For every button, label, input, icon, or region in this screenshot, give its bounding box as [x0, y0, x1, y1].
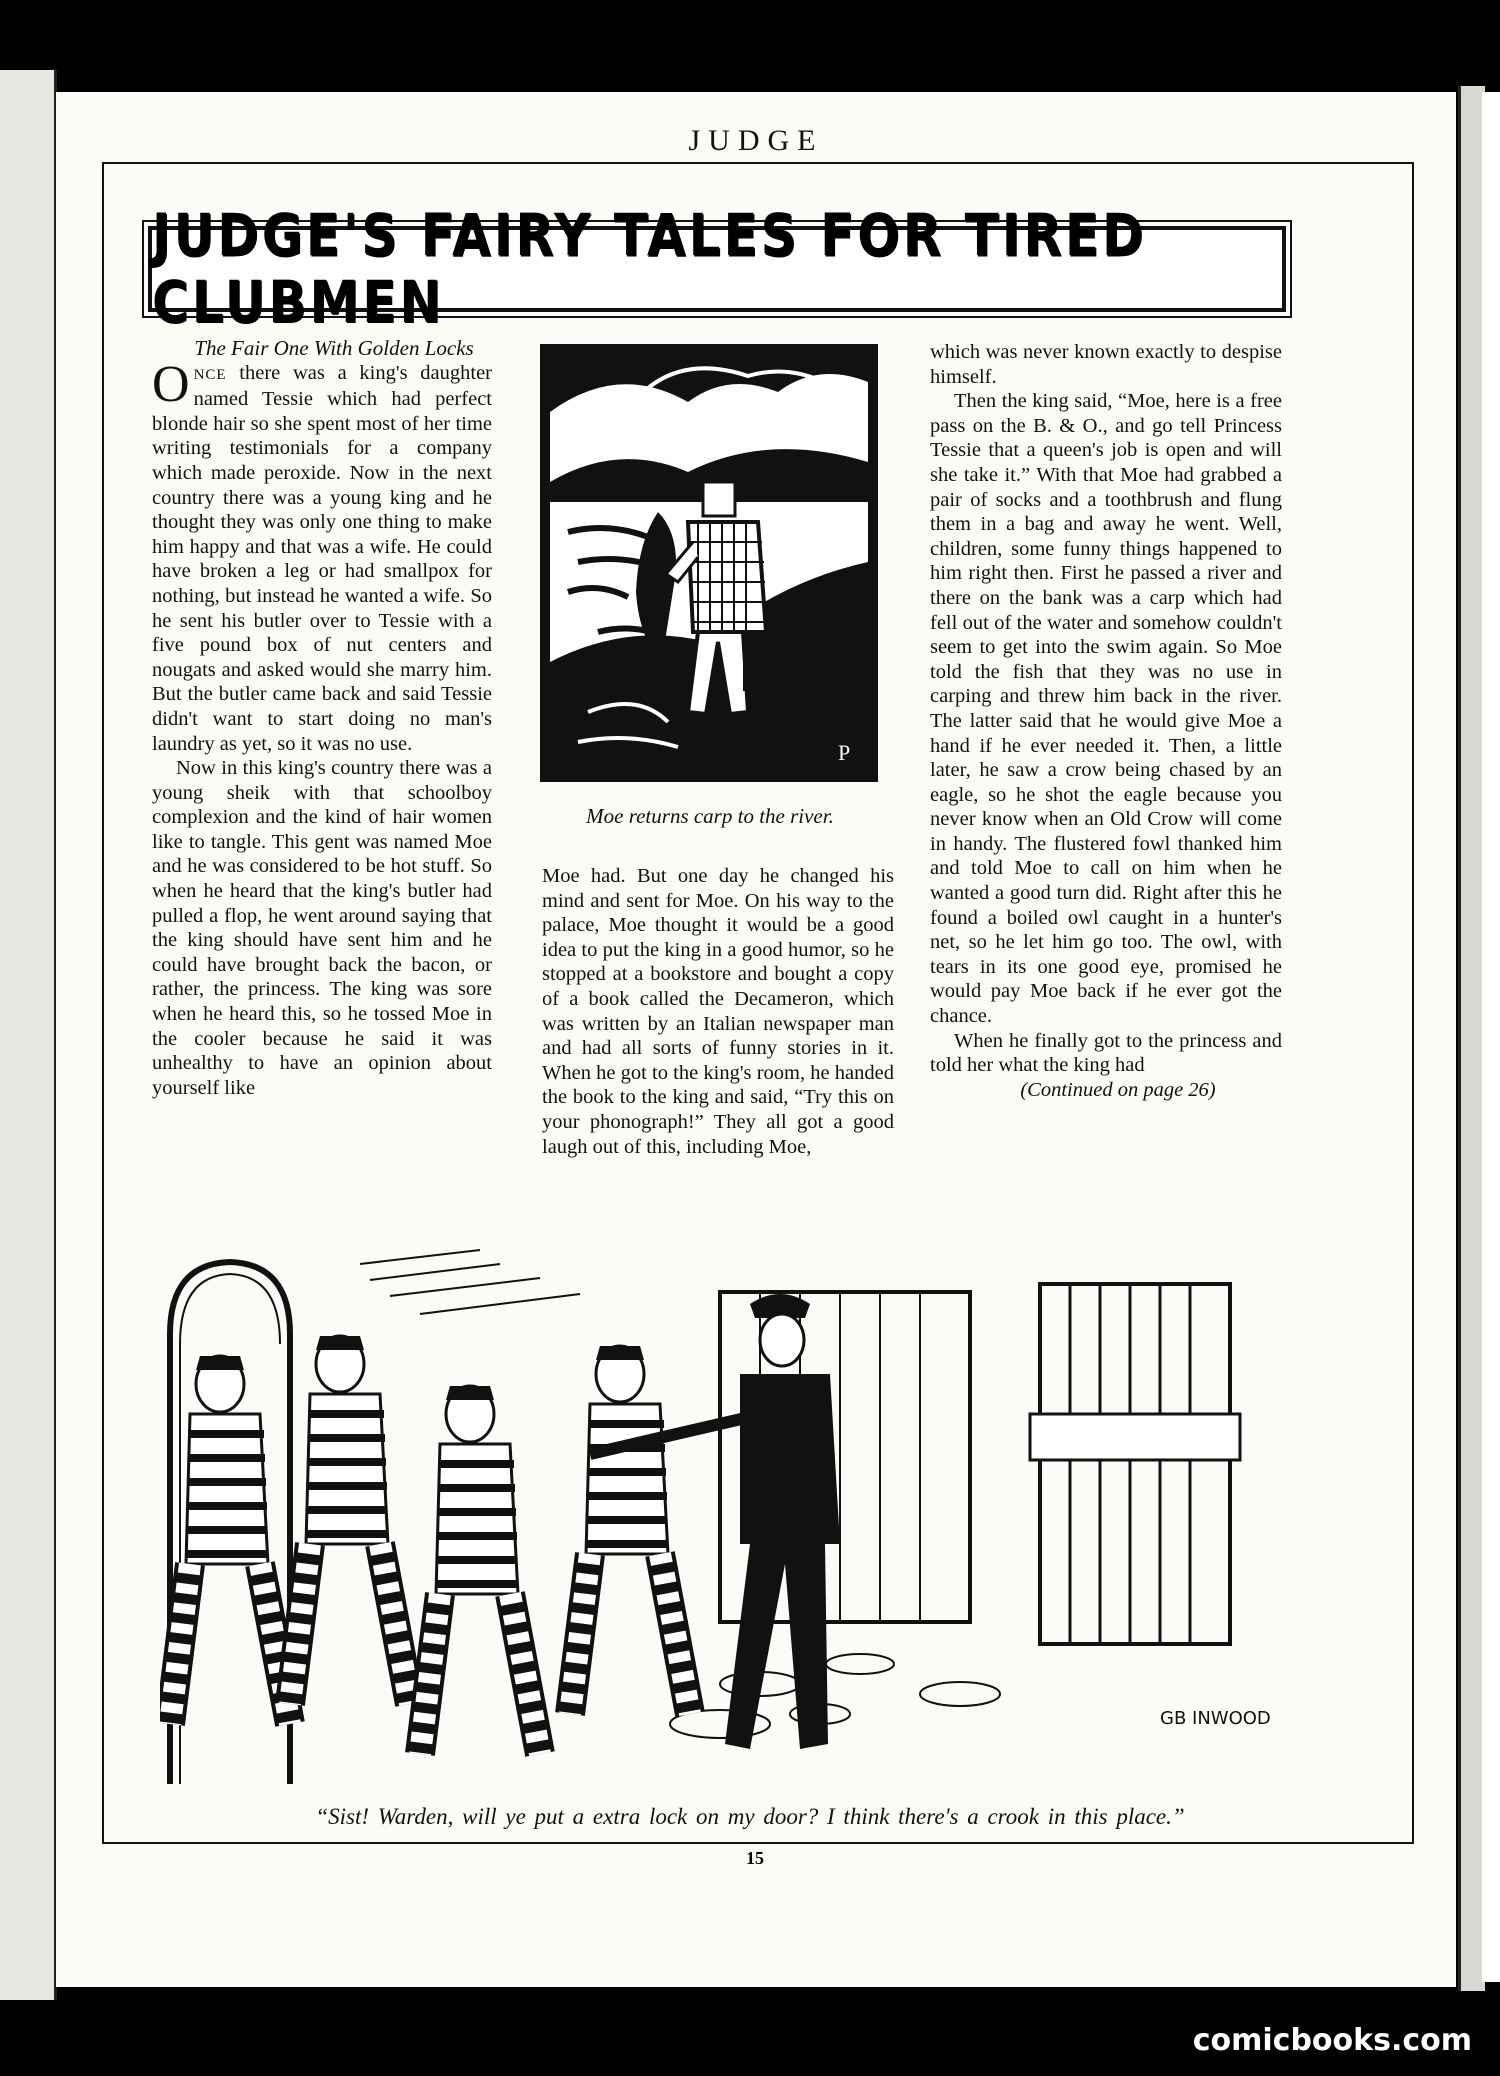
- illustration-prisoners-warden: [160, 1244, 1300, 1784]
- small-caps-lead: NCE: [193, 366, 227, 383]
- illustration-caption: Moe returns carp to the river.: [586, 804, 834, 828]
- banner-text: JUDGE'S FAIRY TALES FOR TIRED CLUBMEN: [152, 202, 1147, 336]
- illustration-signature: P: [838, 740, 851, 765]
- paragraph-text: there was a king's daughter named Tessie which had perfect blonde hair so she spent most of her time writing testimonials for a company which made peroxide. Now in the next country there was a young king and he thought they was only one thing to make him happy and that was a wife. He could have broken a leg or had smallpox for nothing, but instead he wanted a wife. So he sent his butler over to Tessie with a five pound box of nut centers and nougats and asked would she marry him. But the butler came back and said Tessie didn't want to start doing no man's laundry as yet, so it was no use.: [152, 361, 492, 755]
- drop-cap: O: [152, 355, 190, 413]
- page-edge: [1482, 92, 1500, 1982]
- watermark: comicbooks.com: [1192, 2023, 1472, 2058]
- text-column-2: [542, 864, 894, 1159]
- story-banner: [148, 202, 1286, 336]
- page-number: 15: [746, 1848, 764, 1868]
- story-subtitle: The Fair One With Golden Locks: [194, 336, 474, 360]
- story-paragraph: [152, 355, 492, 757]
- binding-left-edge: [0, 70, 57, 2000]
- magazine-title: JUDGE: [688, 124, 824, 157]
- cartoon-caption: “Sist! Warden, will ye put a extra lock on my door? I think there's a crook in this place.”: [315, 1804, 1185, 1829]
- text-column-3: [930, 340, 1282, 1102]
- story-paragraph: Now in this king's country there was a young sheik with that schoolboy complexion and the kind of hair women like to tangle. This gent was named Moe and he was considered to be hot stuff. So when he heard that the king's butler had pulled a flop, he went around saying that the king should have sent him and he could have brought back the bacon, or rather, the princess. The king was sore when he heard this, so he tossed Moe in the cooler because he said it was unhealthy to have an opinion about yourself like: [152, 757, 492, 1099]
- binding-right-edge: [1458, 86, 1485, 1991]
- story-paragraph: Then the king said, “Moe, here is a free pass on the B. & O., and go tell Princess Tessie that a queen's job is open and will she take it.” With that Moe had grabbed a pair of socks and a toothbrush and flung them in a bag and away he went. Well, children, some funny things happened to him right then. First he passed a river and there on the bank was a carp which had fell out of the water and somehow couldn't seem to get into the swim again. So Moe told the fish that they was no use in carping and threw him back in the river. The latter said that he would give Moe a hand if he ever needed it. Then, a little later, he saw a crow being chased by an eagle, so he shot the eagle because you never know when an Old Crow will come in handy. The flustered fowl thanked him and told Moe to call on him when he wanted a good turn did. Right after this he found a boiled owl caught in a hunter's net, so he let him go too. The owl, with tears in its one good eye, promised he would pay Moe back if he ever got the chance.: [930, 390, 1282, 1028]
- story-paragraph: which was never known exactly to despise himself.: [930, 341, 1282, 388]
- story-paragraph: Moe had. But one day he changed his mind and sent for Moe. On his way to the palace, Moe thought it would be a good idea to put the king in a good humor, so he stopped at a bookstore and bought a copy of a book called the Decameron, which was written by an Italian newspaper man and had all sorts of funny stories in it. When he got to the king's room, he handed the book to the king and said, “Try this on your phonograph!” They all got a good laugh out of this, including Moe,: [542, 865, 894, 1158]
- illustration-signature: GB INWOOD: [1160, 1708, 1271, 1729]
- text-column-1: [152, 336, 492, 1100]
- illustration-fisherman-carp: [538, 342, 880, 784]
- story-paragraph: When he finally got to the princess and told her what the king had: [930, 1029, 1282, 1077]
- continued-note: (Continued on page 26): [1020, 1078, 1216, 1101]
